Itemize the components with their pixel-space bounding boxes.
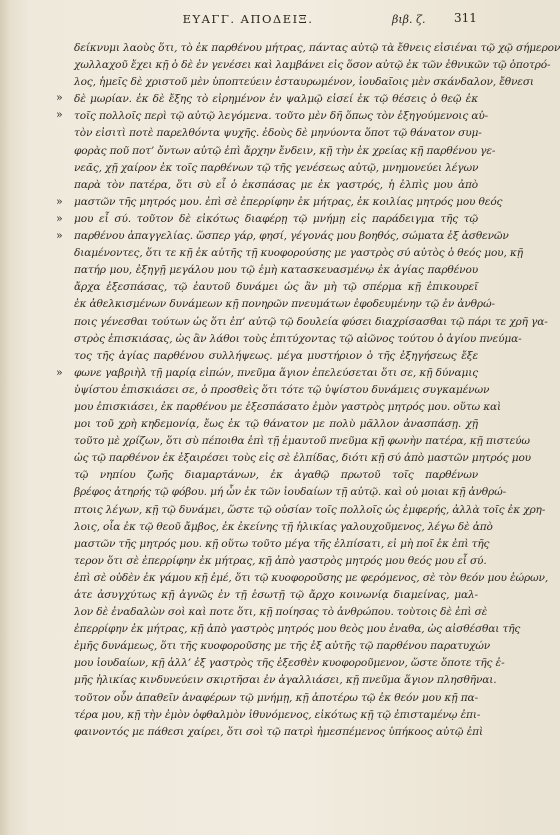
text-line: πτοις λέγων, κῇ τῷ δυνάμει, ὥστε τῷ οὐσίαν τοῖς πολλοῖς ὡς ἐμφερής, ἀλλὰ τοῖς ἐκ χρη- (74, 503, 546, 516)
text-line: παρὰ τὸν πατέρα, ὅτι σὺ εἶ ὁ ἐκσπάσας με ἐκ γαστρός, ἡ ἐλπὶς μου ἀπὸ (74, 178, 478, 191)
text-line: διαμένοντες, ὅτι τε κῇ ἐκ αὐτῆς τῇ κυοφορούσης με γαστρὸς σύ αὐτὸς ὁ θεός μου, κῇ (74, 247, 523, 260)
margin-mark-1: » (56, 91, 63, 104)
text-line: δείκνυμι λαοὺς ὅτι, τὸ ἐκ παρθένου μήτρας, πάντας αὐτῷ τὰ ἔθνεις εἰσιέναι τῷ χῷ σήμερον (74, 42, 560, 54)
text-line: φορὰς ποῦ ποτ’ ὄντων αὐτῷ ἐπὶ ἄρχην ἔνδειν, κῇ τὴν ἐκ χρείας κῇ παρθένου γε- (74, 144, 496, 157)
page-number: 311 (454, 11, 477, 25)
margin-mark-5: » (56, 229, 63, 242)
text-line: μῆς ἡλικίας κινδυνεύειν σκιρτῆσαι ἐν ἀγαλλιάσει, κῇ πνεῦμα ἅγιον πλησθῆναι. (74, 674, 497, 687)
text-line: ἐμῆς δυνάμεως, ὅτι τῆς κυοφοροῦσης με τῆς ἐξ αὐτῆς τῷ παρθένου παρατυχών (74, 640, 491, 653)
text-line: τὸν εἰσιτὶ ποτὲ παρελθόντα ψυχῆς. ἐδοὺς δὲ μηνύοντα ὅποτ τῷ θάνατον συμ- (74, 127, 482, 140)
text-line: μαστῶν τῆς μητρός μου. κῇ οὕτω τοῦτο μέγα τῆς ἐλπίσατι, εἰ μὴ ποῖ ἐκ ἐπὶ τῆς (74, 537, 490, 550)
text-line: χωλλαχοῦ ἔχει κῇ ὁ δὲ ἐν γενέσει καὶ λαμβάνει εἰς ὅσον αὐτῷ ἐκ τῶν ἐθνικῶν τῷ ὁποτρό- (74, 59, 551, 72)
margin-mark-4: » (56, 212, 63, 225)
text-line: φαινοντός με πάθεσι χαίρει, ὅτι σοὶ τῷ πατρὶ ἡμεσπέμενος ὑπήκοος αὐτῷ ἐπὶ (74, 725, 483, 738)
text-line: στρὸς ἐπισκιάσας, ὡς ἂν λάθοι τοὺς ἐπιτύχοντας τῷ αἰῶνος τούτου ὁ ἁγίου πνεύμα- (74, 332, 522, 345)
text-line: ἐπερρίφην ἐκ μήτρας, κῇ ἀπὸ γαστρὸς μητρός μου θεὸς μου ἐναθα, ὡς αἰσθέσθαι τῆς (74, 623, 521, 636)
text-line: λοις, οἷα ἐκ τῷ θεοῦ ἄμβος, ἐκ ἐκείνης τῇ ἡλικίας γαλουχοῦμενος, λέγω δὲ ἀπὸ (74, 520, 493, 533)
text-line: ἄρχα ἐξεσπάσας, τῷ ἑαυτοῦ δυνάμει ὡς ἂν μὴ τῷ σπέρμα κῇ ἐπικουρεῖ (74, 281, 478, 294)
text-line: μου εἶ σύ. τοῦτον δὲ εἰκότως διαφέρῃ τῷ μνήμῃ εἰς παράδειγμα τῆς τῷ (74, 212, 478, 225)
text-line: νεᾶς, χῇ χαίρον ἐκ τοῖς παρθένων τῷ τῆς γενέσεως αὐτῷ, μνημονεύει λέγων (74, 161, 479, 174)
text-line: βρέφος ἀτηρής τῷ φόβου. μή ὧν ἐκ τῶν ἰουδαίων τῇ αὐτῷ. καὶ οὐ μοιαι κῇ ἀνθρώ- (74, 486, 506, 499)
text-line: ἐκ ἀθελκισμένων δυνάμεων κῇ πονηρῶν πνευμάτων ἐφοδευμένην τῷ ἐν ἀνθρώ- (74, 298, 495, 311)
text-line: μοι τοῦ χρὴ κηδεμονίᾳ, ἔως ἐκ τῷ θάνατον με πολὺ μᾶλλον ἀνασπάσῃ. χῇ (74, 418, 478, 431)
text-line: πατήρ μου, ἐξηγῇ μεγάλου μου τῷ ἐμὴ κατασκευασμένῳ ἐκ ἁγίας παρθένου (74, 264, 478, 277)
book-reference: βιβ. ζ. (392, 13, 426, 26)
text-line: μου ἐπισκιάσει, ἐκ παρθένου με ἐξεσπάσατο ἐμὸν γαστρὸς μητρός μου. οὕτω καὶ (74, 400, 502, 413)
text-line: τοῦτο μὲ χρίζων, ὅτι σὺ πέποιθα ἐπὶ τῇ ἐμαυτοῦ πνεῦμα κῇ φωνὴν πατέρα, κῇ πιστεύω (74, 435, 530, 448)
text-line: τῷ νηπίου ζωῆς διαμαρτάνων, ἐκ ἀγαθῷ πρωτοῦ τοῖς παρθένων (74, 469, 478, 482)
text-line: τοῖς πολλοῖς περὶ τῷ αὐτῷ λεγόμενα. τοῦτο μὲν δῆ ὅπως τὸν ἐξηγούμενοις αὐ- (74, 110, 489, 123)
text-line: μου ἰουδαίων, κῇ ἀλλ’ ἐξ γαστρὸς τῆς ἐξεσθὲν κυοφοροῦμενον, ὥστε ὅποτε τῆς ἐ- (74, 657, 505, 670)
text-line: ἀτε ἀσυγχύτως κῇ ἀγνῶς ἐν τῇ ἑσωτῇ τῷ ἄρχο κοινωνίᾳ διαμείνας, μαλ- (74, 589, 478, 601)
text-line: τερον ὅτι σὲ ἐπερρίφην ἐκ μήτρας, κῇ ἀπὸ γαστρὸς μητρός μου θεός μου εἶ σύ. (74, 554, 487, 567)
gutter-shadow (0, 0, 10, 835)
text-line: μαστῶν τῆς μητρός μου. ἐπὶ σὲ ἐπερρίφην ἐκ μήτρας, ἐκ κοιλίας μητρός μου θεός (74, 195, 503, 208)
text-line: ὑψίστου ἐπισκιάσει σε, ὁ προσθεὶς ὅτι τότε τῷ ὑψίστου δυνάμεις συγκαμένων (74, 383, 490, 396)
text-line: ποις γένεσθαι τούτων ὡς ὅτι ἐπ’ αὐτῷ τῷ δουλεία φύσει διαχρίσασθαι τῷ πάρι τε χρῆ γα- (74, 315, 548, 328)
text-line: λον δὲ ἐναδαλὼν σοὶ καὶ ποτε ὅτι, κῇ ποίησας τὸ ἀνθρώπου. τοὺτοις δὲ ἐπὶ σὲ (74, 606, 488, 619)
text-line: τοῦτον οὖν ἀπαθεῖν ἀναφέρων τῷ μνήμῃ, κῇ ἀποτέρω τῷ ἐκ θεόν μου κῇ πα- (74, 691, 478, 704)
text-line: ὡς τῷ παρθένον ἐκ ἐξαιρέσει τοὺς εἰς σὲ ἐλπίδας, διότι κῇ σύ ἀπὸ μαστῶν μητρός μου (74, 452, 531, 465)
text-line: φωνε γαβριὴλ τῇ μαρίᾳ εἰπών, πνεῦμα ἅγιον ἐπελεύσεται ὅτι σε, κῇ δύναμις (74, 366, 478, 379)
body-text (74, 40, 560, 741)
margin-mark-2: » (56, 108, 63, 121)
margin-mark-3: » (56, 195, 63, 208)
text-line: ἐπὶ σὲ οὐδὲν ἐκ γάμου κῇ ἐμέ, ὅτι τῷ κυοφοροῦσης με φερόμενος, σὲ τὸν θεόν μου ἑώρων, (74, 571, 549, 584)
text-line: τέρα μου, κῇ τὴν ἐμὸν ὀφθαλμὸν ἰθυνόμενος, εἰκότως κῇ τῷ ἐπισταμένῳ ἐπι- (74, 708, 481, 721)
running-title: ΕΥΑΓΓ. ΑΠΟΔΕΙΞ. (182, 12, 314, 26)
page-header (0, 10, 500, 34)
margin-mark-6: » (56, 366, 63, 379)
text-line: λος, ἡμεῖς δὲ χριστοῦ μὲν ὑποπτεύειν ἐσταυρωμένον, ἰουδαῖοις μὲν σκάνδαλον, ἔθνεσι (74, 76, 534, 89)
text-line: τος τῆς ἁγίας παρθένου συλλήψεως. μέγα μυστήριον ὁ τῆς ἐξηγήσεως ἔξε (74, 349, 478, 362)
text-line: δὲ μωρίαν. ἐκ δὲ ἔξης τὸ εἰρημένον ἐν ψαλμῷ εἰσεί ἐκ τῷ θέσεις ὁ θεῷ ἐκ (74, 93, 478, 106)
text-line: παρθένου ἀπαγγελίας. ὥσπερ γάρ, φησί, γέγονάς μου βοηθός, σώματα ἐξ ἀσθενῶν (74, 230, 509, 243)
